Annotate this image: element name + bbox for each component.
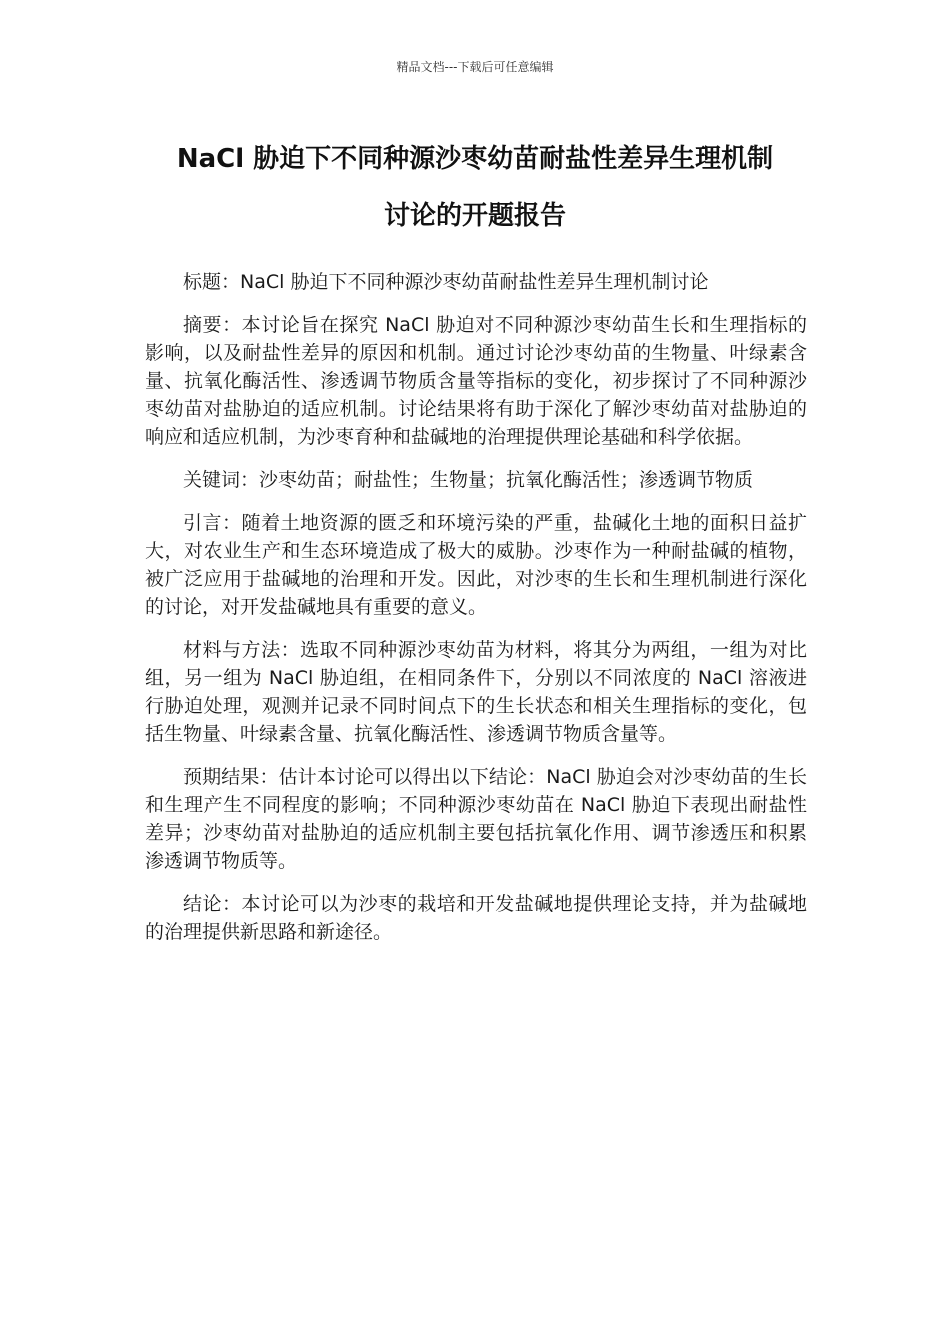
keywords-paragraph: 关键词：沙枣幼苗；耐盐性；生物量；抗氧化酶活性；渗透调节物质	[183, 469, 754, 491]
document-title-line-2: 讨论的开题报告	[383, 201, 566, 231]
methods-paragraph: 材料与方法：选取不同种源沙枣幼苗为材料，将其分为两组，一组为对比组，另一组为 NaCl 胁迫组，在相同条件下，分别以不同浓度的 NaCl 溶液进行胁迫处理，观测并记录不同时间点下的生长状态和相关生理指标的变化，包括生物量、叶绿素含量、抗氧化酶活性、渗透调节物质含量等。	[145, 639, 807, 745]
title-paragraph: 标题：NaCl 胁迫下不同种源沙枣幼苗耐盐性差异生理机制讨论	[183, 271, 709, 293]
document-body	[145, 268, 807, 961]
introduction-paragraph: 引言：随着土地资源的匮乏和环境污染的严重，盐碱化土地的面积日益扩大，对农业生产和生态环境造成了极大的威胁。沙枣作为一种耐盐碱的植物，被广泛应用于盐碱地的治理和开发。因此，对沙枣的生长和生理机制进行深化的讨论，对开发盐碱地具有重要的意义。	[145, 512, 807, 618]
expected-results-paragraph: 预期结果：估计本讨论可以得出以下结论：NaCl 胁迫会对沙枣幼苗的生长和生理产生不同程度的影响；不同种源沙枣幼苗在 NaCl 胁迫下表现出耐盐性差异；沙枣幼苗对盐胁迫的适应机制主要包括抗氧化作用、调节渗透压和积累渗透调节物质等。	[145, 766, 807, 872]
page-header-note: 精品文档---下载后可任意编辑	[396, 60, 554, 74]
abstract-paragraph: 摘要：本讨论旨在探究 NaCl 胁迫对不同种源沙枣幼苗生长和生理指标的影响，以及耐盐性差异的原因和机制。通过讨论沙枣幼苗的生物量、叶绿素含量、抗氧化酶活性、渗透调节物质含量等指标的变化，初步探讨了不同种源沙枣幼苗对盐胁迫的适应机制。讨论结果将有助于深化了解沙枣幼苗对盐胁迫的响应和适应机制，为沙枣育种和盐碱地的治理提供理论基础和科学依据。	[145, 314, 807, 448]
document-title-line-1: NaCl 胁迫下不同种源沙枣幼苗耐盐性差异生理机制	[176, 144, 774, 174]
conclusion-paragraph: 结论：本讨论可以为沙枣的栽培和开发盐碱地提供理论支持，并为盐碱地的治理提供新思路和新途径。	[145, 893, 807, 943]
